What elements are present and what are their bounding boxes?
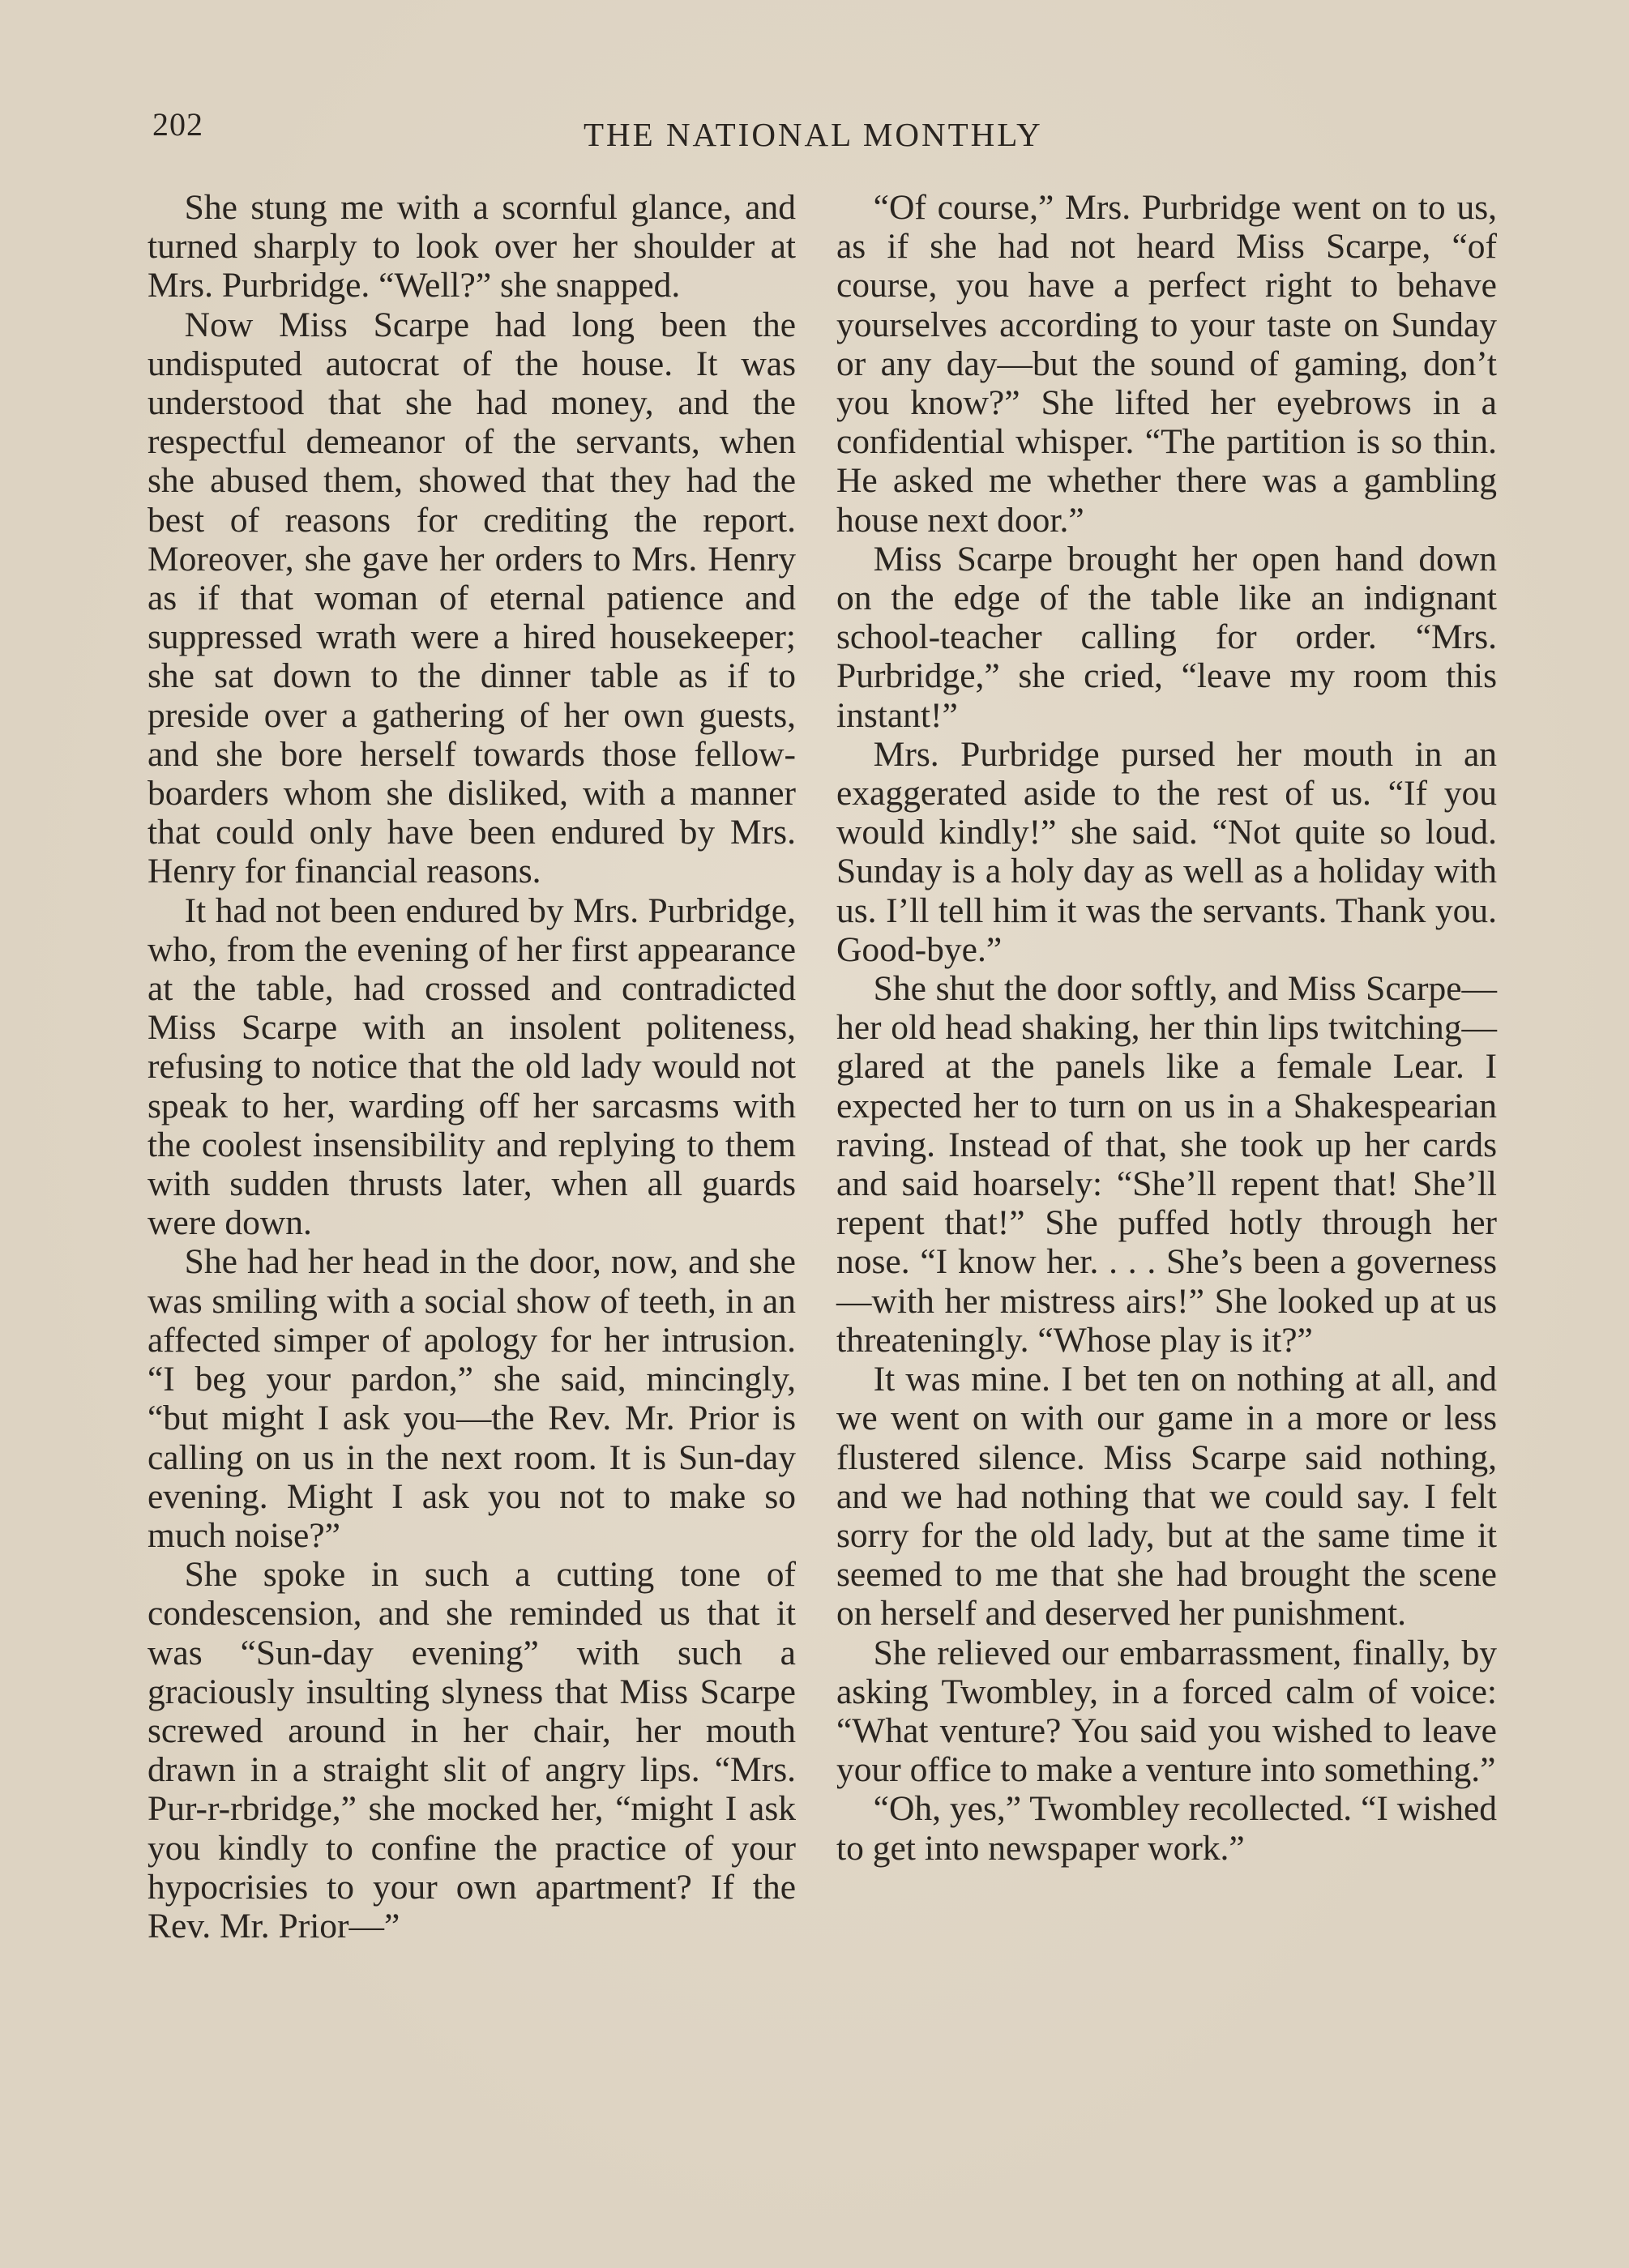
left-column (148, 188, 796, 1946)
paragraph: She shut the door softly, and Miss Scarpe—her old head shaking, her thin lips twitching—glared at the panels like a female Lear. I expected her to turn on us in a Shakespearian raving. Instead of that, she took up her cards and said hoarsely: “She’ll repent that! She’ll repent that!” She puffed hotly through her nose. “I know her. . . . She’s been a governess—with her mistress airs!” She looked up at us threateningly. “Whose play is it?” (836, 969, 1497, 1360)
paragraph: “Of course,” Mrs. Purbridge went on to us, as if she had not heard Miss Scarpe, “of course, you have a perfect right to behave yourselves according to your taste on Sunday or any day—but the sound of gaming, don’t you know?” She lifted her eyebrows in a confidential whisper. “The partition is so thin. He asked me whether there was a gambling house next door.” (836, 188, 1497, 540)
paragraph: She spoke in such a cutting tone of condescension, and she reminded us that it was “Sun-day evening” with such a graciously insulting slyness that Miss Scarpe screwed around in her chair, her mouth drawn in a straight slit of angry lips. “Mrs. Pur-r-rbridge,” she mocked her, “might I ask you kindly to confine the practice of your hypocrisies to your own apartment? If the Rev. Mr. Prior—” (148, 1555, 796, 1946)
paragraph: “Oh, yes,” Twombley recollected. “I wished to get into newspaper work.” (836, 1789, 1497, 1868)
paragraph: She stung me with a scornful glance, and turned sharply to look over her shoulder at Mrs. Purbridge. “Well?” she snapped. (148, 188, 796, 305)
paragraph: Miss Scarpe brought her open hand down on the edge of the table like an indignant school-teacher calling for order. “Mrs. Purbridge,” she cried, “leave my room this instant!” (836, 539, 1497, 735)
paragraph: She relieved our embarrassment, finally, by asking Twombley, in a forced calm of voice: “What venture? You said you wished to leave your office to make a venture into something.” (836, 1633, 1497, 1790)
page-number: 202 (152, 106, 203, 143)
paragraph: Mrs. Purbridge pursed her mouth in an exaggerated aside to the rest of us. “If you would kindly!” she said. “Not quite so loud. Sunday is a holy day as well as a holiday with us. I’ll tell him it was the servants. Thank you. Good-bye.” (836, 734, 1497, 969)
running-title: THE NATIONAL MONTHLY (584, 116, 1043, 153)
paragraph: Now Miss Scarpe had long been the undisputed autocrat of the house. It was understood that she had money, and the respectful demeanor of the servants, when she abused them, showed that they had the best of reasons for crediting the report. Moreover, she gave her orders to Mrs. Henry as if that woman of eternal patience and suppressed wrath were a hired housekeeper; she sat down to the dinner table as if to preside over a gathering of her own guests, and she bore herself towards those fellow-boarders whom she disliked, with a manner that could only have been endured by Mrs. Henry for financial reasons. (148, 305, 796, 891)
paragraph: It had not been endured by Mrs. Purbridge, who, from the evening of her first appearance at the table, had crossed and contradicted Miss Scarpe with an insolent politeness, refusing to notice that the old lady would not speak to her, warding off her sarcasms with the coolest insensibility and replying to them with sudden thrusts later, when all guards were down. (148, 891, 796, 1243)
paragraph: It was mine. I bet ten on nothing at all, and we went on with our game in a more or less flustered silence. Miss Scarpe said nothing, and we had nothing that we could say. I felt sorry for the old lady, but at the same time it seemed to me that she had brought the scene on herself and deserved her punishment. (836, 1360, 1497, 1634)
paragraph: She had her head in the door, now, and she was smiling with a social show of teeth, in an affected simper of apology for her intrusion. “I beg your pardon,” she said, mincingly, “but might I ask you—the Rev. Mr. Prior is calling on us in the next room. It is Sun-day evening. Might I ask you not to make so much noise?” (148, 1242, 796, 1555)
right-column (836, 188, 1497, 1868)
